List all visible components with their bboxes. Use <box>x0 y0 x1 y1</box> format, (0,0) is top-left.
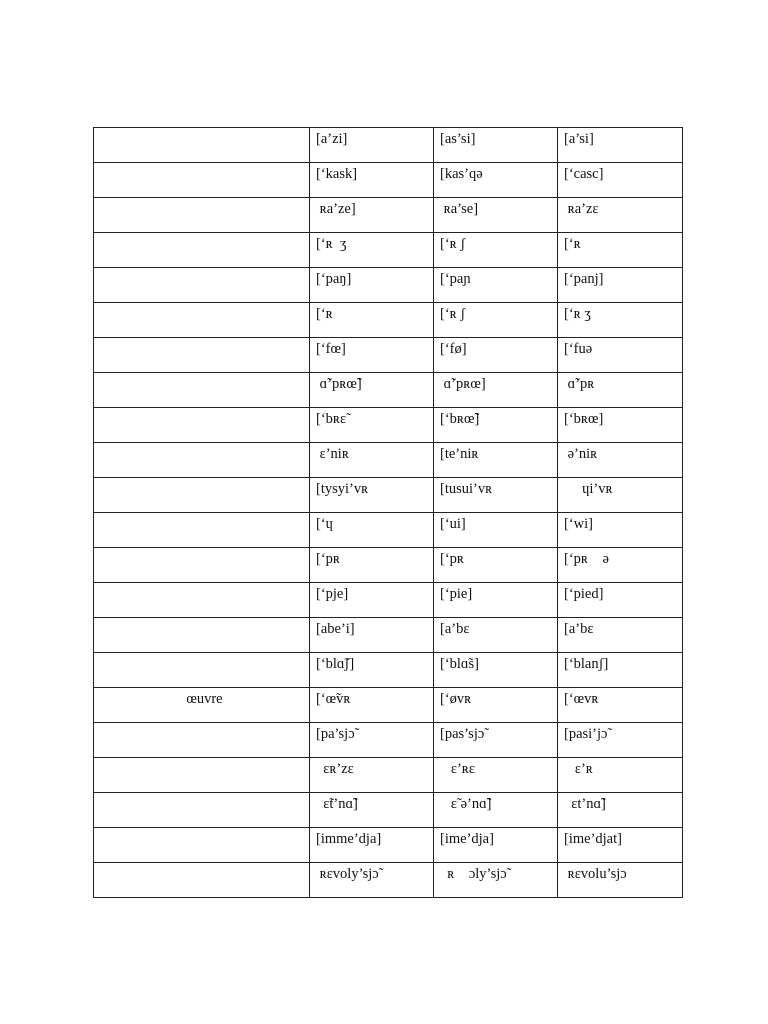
transcription-text: [‘blɑ̃s] <box>440 656 479 672</box>
word-text <box>100 618 309 620</box>
transcription-cell <box>558 373 683 408</box>
transcription-text: [a’bɛ <box>564 621 594 637</box>
transcription-text: [ime’dja] <box>440 831 494 847</box>
transcription-text: ʀɛvolu’sjɔ <box>564 866 627 882</box>
transcription-cell <box>310 618 434 653</box>
transcription-text: ɥi’vʀ <box>564 481 613 497</box>
transcription-text: [‘ʀ ʒ <box>316 236 347 252</box>
transcription-cell <box>558 653 683 688</box>
transcription-cell <box>310 478 434 513</box>
transcription-text: [imme’dja] <box>316 831 382 847</box>
word-cell <box>94 373 310 408</box>
transcription-cell <box>434 583 558 618</box>
transcription-text: ɛ̃t’nɑ̃] <box>316 796 358 812</box>
transcription-cell <box>310 233 434 268</box>
word-cell <box>94 618 310 653</box>
transcription-text: ɛ’niʀ <box>316 446 349 462</box>
word-text <box>100 128 309 130</box>
table-row <box>94 303 683 338</box>
word-text <box>100 163 309 165</box>
word-text <box>100 408 309 410</box>
transcription-text: [a’si] <box>564 131 594 147</box>
table-row <box>94 653 683 688</box>
table-body <box>94 128 683 898</box>
transcription-text: ʀ ɔly’sjɔ̃ <box>440 866 507 882</box>
transcription-text: ʀa’se] <box>440 201 479 217</box>
transcription-cell <box>310 338 434 373</box>
transcription-cell <box>558 163 683 198</box>
transcription-cell <box>434 863 558 898</box>
transcription-text: [‘fœ] <box>316 341 346 357</box>
transcription-text: [‘paɲ <box>440 271 471 287</box>
table-row <box>94 548 683 583</box>
transcription-text: [‘ʀ ʃ <box>440 236 466 252</box>
transcription-cell <box>310 653 434 688</box>
transcription-text: [‘bʀɛ̃ <box>316 411 347 427</box>
table-row <box>94 828 683 863</box>
word-cell <box>94 198 310 233</box>
transcription-text: ɛt’nɑ̃] <box>564 796 606 812</box>
transcription-cell <box>434 373 558 408</box>
transcription-cell <box>558 583 683 618</box>
word-text <box>100 793 309 795</box>
transcription-cell <box>558 758 683 793</box>
transcription-cell <box>558 198 683 233</box>
word-text <box>100 443 309 445</box>
word-cell <box>94 828 310 863</box>
transcription-text: ɛʀ’zɛ <box>316 761 354 777</box>
transcription-cell <box>310 548 434 583</box>
transcription-cell <box>434 618 558 653</box>
word-text: œuvre <box>186 691 223 707</box>
transcription-text: [pa’sjɔ̃ <box>316 726 355 742</box>
transcription-cell <box>558 618 683 653</box>
transcription-cell <box>558 478 683 513</box>
transcription-cell <box>558 128 683 163</box>
transcription-cell <box>558 723 683 758</box>
transcription-text: [tusui’vʀ <box>440 481 493 497</box>
word-cell <box>94 758 310 793</box>
word-text <box>100 758 309 760</box>
transcription-text: [‘øvʀ <box>440 691 472 707</box>
transcription-cell <box>558 268 683 303</box>
transcription-text: [‘pʀ <box>440 551 464 567</box>
word-cell <box>94 793 310 828</box>
word-text <box>100 268 309 270</box>
transcription-text: ɛ̃ ə’nɑ̃] <box>440 796 492 812</box>
transcription-text: [‘fø] <box>440 341 467 357</box>
transcription-text: [‘ʀ <box>316 306 333 322</box>
transcription-cell <box>434 723 558 758</box>
transcription-cell <box>558 443 683 478</box>
transcription-text: [‘œvʀ <box>564 691 599 707</box>
transcription-cell <box>434 688 558 723</box>
transcription-cell <box>310 163 434 198</box>
transcription-cell <box>310 793 434 828</box>
word-text <box>100 653 309 655</box>
transcription-text: ʀa’zɛ <box>564 201 599 217</box>
transcription-cell <box>310 128 434 163</box>
transcription-cell <box>558 863 683 898</box>
transcription-cell <box>310 303 434 338</box>
transcription-text: [‘œ̃vʀ <box>316 691 351 707</box>
transcription-cell <box>434 513 558 548</box>
transcription-text: [‘pje] <box>316 586 349 602</box>
table-row <box>94 128 683 163</box>
transcription-cell <box>434 758 558 793</box>
table-row <box>94 688 683 723</box>
transcription-text: [tysyi’vʀ <box>316 481 369 497</box>
transcription-text: [‘panj] <box>564 271 604 287</box>
word-text <box>100 233 309 235</box>
transcription-cell <box>434 793 558 828</box>
word-text <box>100 548 309 550</box>
table-row <box>94 268 683 303</box>
transcription-text: [‘blanʃ] <box>564 656 609 672</box>
transcription-text: ɛ’ʀ <box>564 761 593 777</box>
table-row <box>94 513 683 548</box>
phonetic-table <box>93 127 683 898</box>
table-row <box>94 618 683 653</box>
word-cell <box>94 443 310 478</box>
table-row <box>94 583 683 618</box>
transcription-cell <box>434 198 558 233</box>
table-row <box>94 198 683 233</box>
transcription-text: ɑ̃’pʀœ] <box>440 376 486 392</box>
transcription-cell <box>558 793 683 828</box>
transcription-cell <box>434 653 558 688</box>
transcription-text: [a’bɛ <box>440 621 470 637</box>
transcription-cell <box>434 163 558 198</box>
transcription-cell <box>310 443 434 478</box>
transcription-text: [‘bʀœ] <box>564 411 604 427</box>
transcription-cell <box>558 338 683 373</box>
transcription-text: [‘ui] <box>440 516 466 532</box>
word-text <box>100 338 309 340</box>
transcription-text: [‘pʀ ə <box>564 551 609 567</box>
transcription-cell <box>558 513 683 548</box>
transcription-text: ɛ’ʀɛ <box>440 761 475 777</box>
word-text <box>100 828 309 830</box>
transcription-cell <box>310 268 434 303</box>
transcription-cell <box>434 128 558 163</box>
transcription-cell <box>434 338 558 373</box>
table-row <box>94 408 683 443</box>
transcription-text: [pasi’jɔ̃ <box>564 726 608 742</box>
word-cell <box>94 548 310 583</box>
table-row <box>94 443 683 478</box>
transcription-cell <box>310 408 434 443</box>
word-cell <box>94 513 310 548</box>
word-cell <box>94 688 310 723</box>
transcription-cell <box>558 548 683 583</box>
word-cell <box>94 163 310 198</box>
word-cell <box>94 408 310 443</box>
transcription-cell <box>310 373 434 408</box>
transcription-text: [pas’sjɔ̃ <box>440 726 485 742</box>
word-text <box>100 303 309 305</box>
word-text <box>100 863 309 865</box>
transcription-cell <box>558 303 683 338</box>
transcription-text: ʀa’ze] <box>316 201 356 217</box>
transcription-cell <box>558 828 683 863</box>
transcription-cell <box>310 863 434 898</box>
transcription-cell <box>310 688 434 723</box>
transcription-text: [‘pie] <box>440 586 473 602</box>
transcription-text: [‘pied] <box>564 586 604 602</box>
word-cell <box>94 338 310 373</box>
transcription-text: [‘fuə <box>564 341 593 357</box>
word-cell <box>94 233 310 268</box>
transcription-cell <box>558 233 683 268</box>
transcription-cell <box>434 268 558 303</box>
table-row <box>94 723 683 758</box>
transcription-cell <box>310 723 434 758</box>
word-cell <box>94 863 310 898</box>
word-text <box>100 198 309 200</box>
transcription-text: [‘pʀ <box>316 551 340 567</box>
transcription-text: [‘kask] <box>316 166 358 182</box>
transcription-text: [‘paŋ] <box>316 271 352 287</box>
transcription-text: ʀɛvoly’sjɔ̃ <box>316 866 379 882</box>
transcription-text: [‘bʀœ̃] <box>440 411 480 427</box>
transcription-text: [‘casc] <box>564 166 604 182</box>
table-row <box>94 163 683 198</box>
word-text <box>100 583 309 585</box>
table-row <box>94 793 683 828</box>
table-row <box>94 233 683 268</box>
word-cell <box>94 303 310 338</box>
transcription-text: [‘wi] <box>564 516 593 532</box>
transcription-cell <box>310 513 434 548</box>
transcription-text: [‘ʀ ʃ <box>440 306 466 322</box>
table-row <box>94 863 683 898</box>
word-text <box>100 373 309 375</box>
transcription-text: ɑ̃’pʀ <box>564 376 595 392</box>
transcription-cell <box>434 548 558 583</box>
transcription-text: [kas’qə <box>440 166 483 182</box>
table-row <box>94 478 683 513</box>
transcription-cell <box>434 478 558 513</box>
transcription-text: [‘ɥ <box>316 516 333 532</box>
word-cell <box>94 268 310 303</box>
transcription-cell <box>434 828 558 863</box>
transcription-cell <box>434 303 558 338</box>
transcription-text: [abe’i] <box>316 621 355 637</box>
transcription-cell <box>310 758 434 793</box>
word-text <box>100 513 309 515</box>
table-row <box>94 338 683 373</box>
table-row <box>94 373 683 408</box>
transcription-text: ə’niʀ <box>564 446 598 462</box>
word-cell <box>94 478 310 513</box>
transcription-text: [as’si] <box>440 131 476 147</box>
word-text <box>100 478 309 480</box>
transcription-text: [‘ʀ <box>564 236 581 252</box>
transcription-text: ɑ̃’pʀœ̃] <box>316 376 362 392</box>
word-cell <box>94 723 310 758</box>
word-text <box>100 723 309 725</box>
transcription-text: [‘blɑ̃ʃ] <box>316 656 355 672</box>
word-cell <box>94 653 310 688</box>
transcription-cell <box>558 688 683 723</box>
transcription-text: [ime’djat] <box>564 831 622 847</box>
transcription-cell <box>434 443 558 478</box>
transcription-text: [te’niʀ <box>440 446 479 462</box>
transcription-text: [a’zi] <box>316 131 348 147</box>
transcription-cell <box>558 408 683 443</box>
transcription-cell <box>310 198 434 233</box>
transcription-text: [‘ʀ ʒ <box>564 306 591 322</box>
transcription-cell <box>434 233 558 268</box>
transcription-cell <box>310 583 434 618</box>
transcription-cell <box>434 408 558 443</box>
transcription-cell <box>310 828 434 863</box>
word-cell <box>94 128 310 163</box>
word-cell <box>94 583 310 618</box>
table-row <box>94 758 683 793</box>
